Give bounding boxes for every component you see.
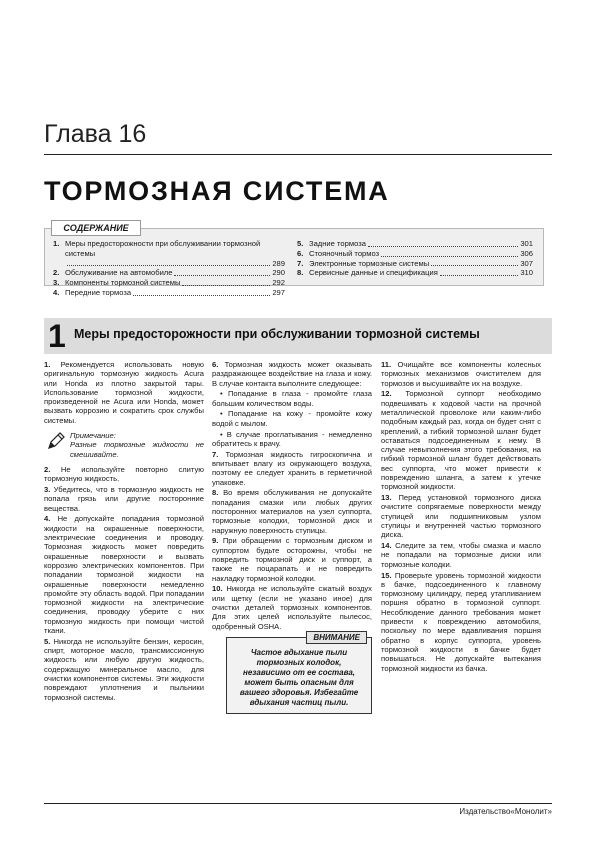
paragraph: 14. Следите за тем, чтобы смазка и масло не попадали на тормозные диски или тормозные колодки. xyxy=(381,541,541,569)
toc-item-page: 292 xyxy=(272,278,285,288)
toc-item-number: 1. xyxy=(53,239,60,248)
toc-item-number: 2. xyxy=(53,268,60,278)
toc-item-number: 6. xyxy=(297,248,304,258)
toc-item-text: Электронные тормозные системы xyxy=(309,258,430,268)
toc-item[interactable] xyxy=(297,268,533,278)
note-block xyxy=(44,431,204,459)
publisher-footer: Издательство«Монолит» xyxy=(459,807,552,816)
page-title: ТОРМОЗНАЯ СИСТЕМА xyxy=(44,176,390,206)
toc-leader xyxy=(431,259,518,267)
bullet-item: • Попадание на кожу - промойте кожу водой с мылом. xyxy=(212,409,372,428)
paragraph: 3. Убедитесь, что в тормозную жидкость не попала грязь или другие посторонние вещества. xyxy=(44,485,204,513)
toc-item-page: 297 xyxy=(272,287,285,297)
toc-label: СОДЕРЖАНИЕ xyxy=(51,220,141,236)
toc-leader xyxy=(368,239,518,247)
bottom-divider xyxy=(44,803,552,804)
toc-leader xyxy=(67,259,270,267)
paragraph: 5. Никогда не используйте бензин, керосин, спирт, моторное масло, трансмиссионную жидкость или любую другую жидкость, содержащую минеральное масло, для очистки компонентов системы. Эти жидкости повреждают уплотнения и пыльники тормозной системы. xyxy=(44,636,204,702)
chapter-label: Глава 16 xyxy=(44,120,147,148)
text-column-1 xyxy=(44,360,204,703)
paragraph: 12. Тормозной суппорт необходимо подвешивать к ходовой части на прочной металлической проволоке или каким-либо подобным каждый раз, когда он будет снят с креплений, а гибкий тормозной шланг будет оставаться подсоединенным к нему. В случае невыполнения этого требования, на гибкий тормозной шланг будет действовать вес суппорта, что может привести к повреждению шланга, а затем к утечке тормозной жидкости. xyxy=(381,389,541,492)
paragraph: 6. Тормозная жидкость может оказывать раздражающее воздействие на глаза и кожу. В случае контакта выполните следующее: xyxy=(212,360,372,388)
toc-item[interactable] xyxy=(53,288,285,298)
bullet-item: • В случае проглатывания - немедленно обратитесь к врачу. xyxy=(212,429,372,448)
paragraph: 2. Не используйте повторно слитую тормозную жидкость. xyxy=(44,464,204,484)
toc-item-text: Задние тормоза xyxy=(309,239,366,248)
section-header xyxy=(44,318,552,354)
toc-item-page: 307 xyxy=(520,258,533,268)
table-of-contents xyxy=(44,223,544,297)
paragraph: 9. При обращении с тормозным диском и суппортом будьте осторожны, чтобы не повредить тормозной диск и суппорт, а также не поцарапать и не повредить накладку тормозной колодки. xyxy=(212,536,372,583)
paragraph: 1. Рекомендуется использовать новую оригинальную тормозную жидкость Acura или Honda из плотно закрытой тары. Использование тормозной жидкости, произведенной не Acura или Honda, может вызвать коррозию и сократить срок службы системы. xyxy=(44,360,204,425)
toc-item-number: 4. xyxy=(53,287,60,297)
toc-left-column xyxy=(53,239,285,298)
toc-leader xyxy=(182,278,270,286)
toc-item[interactable] xyxy=(53,239,285,268)
paragraph: 8. Во время обслуживания не допускайте попадания смазки или любых других посторонних материалов на узел суппорта, тормозные колодки, тормозной диск и наружную поверхность ступицы. xyxy=(212,488,372,535)
toc-item-page: 290 xyxy=(272,268,285,278)
toc-leader xyxy=(381,249,518,257)
toc-item-page: 306 xyxy=(520,248,533,258)
toc-item-page: 310 xyxy=(520,268,533,278)
section-title: Меры предосторожности при обслуживании тормозной системы xyxy=(74,327,480,341)
section-number: 1 xyxy=(48,318,66,354)
toc-item[interactable] xyxy=(297,249,533,259)
text-column-2 xyxy=(212,360,372,714)
toc-item-page: 301 xyxy=(520,239,533,248)
warning-text: Частое вдыхание пыли тормозных колодок, независимо от ее состава, может быть опасным для вашего здоровья. Избегайте вдыхания частиц пыли. xyxy=(239,647,359,707)
toc-item-text: Обслуживание на автомобиле xyxy=(65,268,173,278)
paragraph: 7. Тормозная жидкость гигроскопична и впитывает влагу из окружающего воздуха, поэтому ее следует хранить в герметичной упаковке. xyxy=(212,449,372,487)
toc-item-page: 289 xyxy=(272,258,285,268)
toc-item[interactable] xyxy=(53,268,285,278)
paragraph: 15. Проверьте уровень тормозной жидкости в бачке, подсоединенного к главному тормозному цилиндру, перед утапливанием поршня обратно в тормозной суппорт. Несоблюдение данного требования может привести к повреждению автомобиля, поскольку по мере вдавливания поршня обратно в корпус суппорта, уровень тормозной жидкости в бачке будет повышаться. Не допускайте вытекания тормозной жидкости из бачка. xyxy=(381,570,541,673)
toc-item-number: 7. xyxy=(297,258,304,268)
toc-item-number: 3. xyxy=(53,278,60,288)
toc-item[interactable] xyxy=(53,278,285,288)
toc-item-text: Передние тормоза xyxy=(65,287,132,297)
toc-leader xyxy=(133,288,270,296)
pencil-note-icon xyxy=(46,431,66,451)
warning-label: ВНИМАНИЕ xyxy=(306,631,367,644)
warning-box xyxy=(226,632,372,714)
bullet-item: • Попадание в глаза - промойте глаза большим количеством воды. xyxy=(212,389,372,408)
paragraph: 13. Перед установкой тормозного диска очистите сопрягаемые поверхности между ступицей или подшипниковым узлом ступицы и внутренней частью тормозного диска. xyxy=(381,493,541,540)
paragraph: 10. Никогда не используйте сжатый воздух или щетку (если не указано иное) для очистки деталей тормозных компонентов. Для этих целей используйте пылесос, одобренный OSHA. xyxy=(212,584,372,631)
toc-item[interactable] xyxy=(297,259,533,269)
toc-item-text: Меры предосторожности при обслуживании тормозной системы xyxy=(65,239,261,258)
text-column-3 xyxy=(381,360,541,674)
note-text: Разные тормозные жидкости не смешивайте. xyxy=(70,440,204,459)
toc-item-number: 5. xyxy=(297,239,304,248)
toc-item-text: Сервисные данные и спецификация xyxy=(309,268,438,278)
note-title: Примечание: xyxy=(70,431,116,441)
top-divider xyxy=(44,154,552,155)
toc-right-column xyxy=(297,239,533,278)
paragraph: 11. Очищайте все компоненты колесных тормозных механизмов очистителем для тормозов и высушивайте их на воздухе. xyxy=(381,360,541,388)
toc-item-text: Компоненты тормозной системы xyxy=(65,278,181,288)
paragraph: 4. Не допускайте попадания тормозной жидкости на окрашенные поверхности, электрические соединения и проводку. Тормозная жидкость может повредить окрашенные поверхности и вызвать коррозию электрических компонентов. При попадании тормозной жидкости на окрашенные поверхности немедленно промойте эту область водой. При попадании тормозной жидкости на электрические соединения, проводку уберите с них тормозную жидкость при помощи чистой ткани. xyxy=(44,514,204,636)
toc-item-text: Стояночный тормоз xyxy=(309,248,380,258)
toc-item-number: 8. xyxy=(297,268,304,278)
toc-leader xyxy=(440,268,519,276)
toc-item[interactable] xyxy=(297,239,533,249)
toc-leader xyxy=(174,268,270,276)
